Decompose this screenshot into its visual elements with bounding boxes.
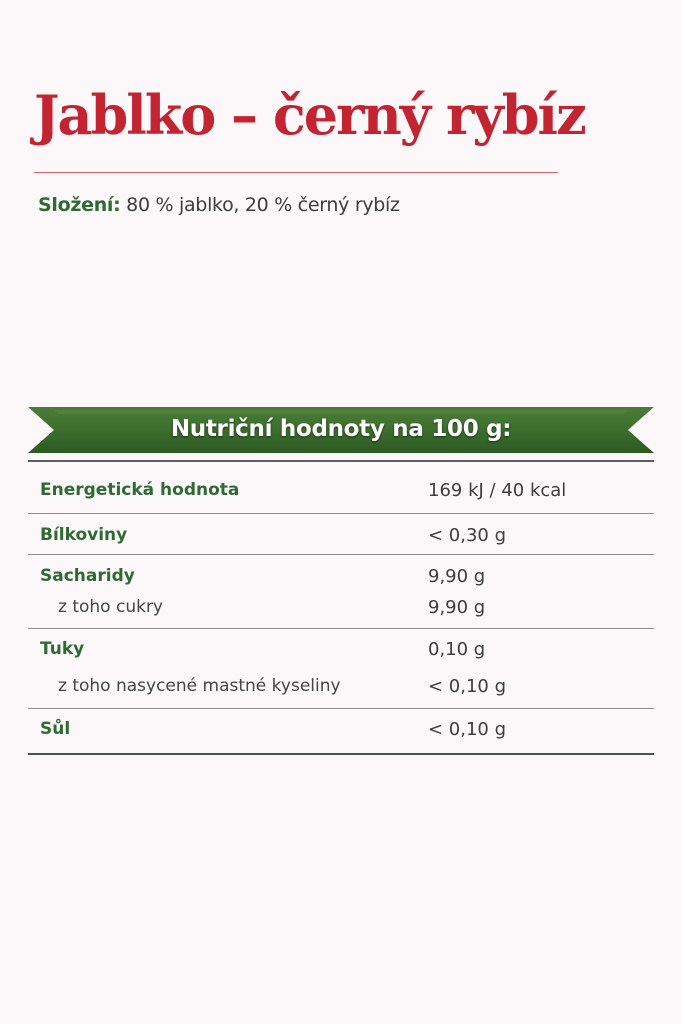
table-row-fat <box>28 628 654 708</box>
product-title: Jablko – černý rybíz <box>34 83 585 147</box>
table-row-carbohydrates <box>28 554 654 628</box>
row-label: Tuky <box>40 639 85 659</box>
row-value: 169 kJ / 40 kcal <box>428 480 567 501</box>
row-value: < 0,10 g <box>428 719 507 740</box>
row-label: Bílkoviny <box>40 525 128 545</box>
nutrition-banner <box>28 407 654 453</box>
composition-label: Složení: <box>38 194 121 216</box>
title-divider <box>34 172 558 173</box>
composition <box>38 194 400 216</box>
row-label: Energetická hodnota <box>40 480 240 500</box>
nutrition-table <box>28 460 654 755</box>
row-value: < 0,30 g <box>428 525 507 546</box>
row-value: 9,90 g <box>428 566 486 587</box>
row-label: Sůl <box>40 719 71 739</box>
banner-title: Nutriční hodnoty na 100 g: <box>170 416 512 442</box>
row-subvalue: < 0,10 g <box>428 676 507 697</box>
table-row-salt <box>28 708 654 755</box>
row-value: 0,10 g <box>428 639 486 660</box>
row-sublabel: z toho nasycené mastné kyseliny <box>58 676 341 696</box>
row-sublabel: z toho cukry <box>58 597 163 617</box>
table-row-energy <box>28 460 654 513</box>
row-subvalue: 9,90 g <box>428 597 486 618</box>
row-label: Sacharidy <box>40 566 135 586</box>
table-row-protein <box>28 513 654 554</box>
composition-text: 80 % jablko, 20 % černý rybíz <box>120 194 400 216</box>
